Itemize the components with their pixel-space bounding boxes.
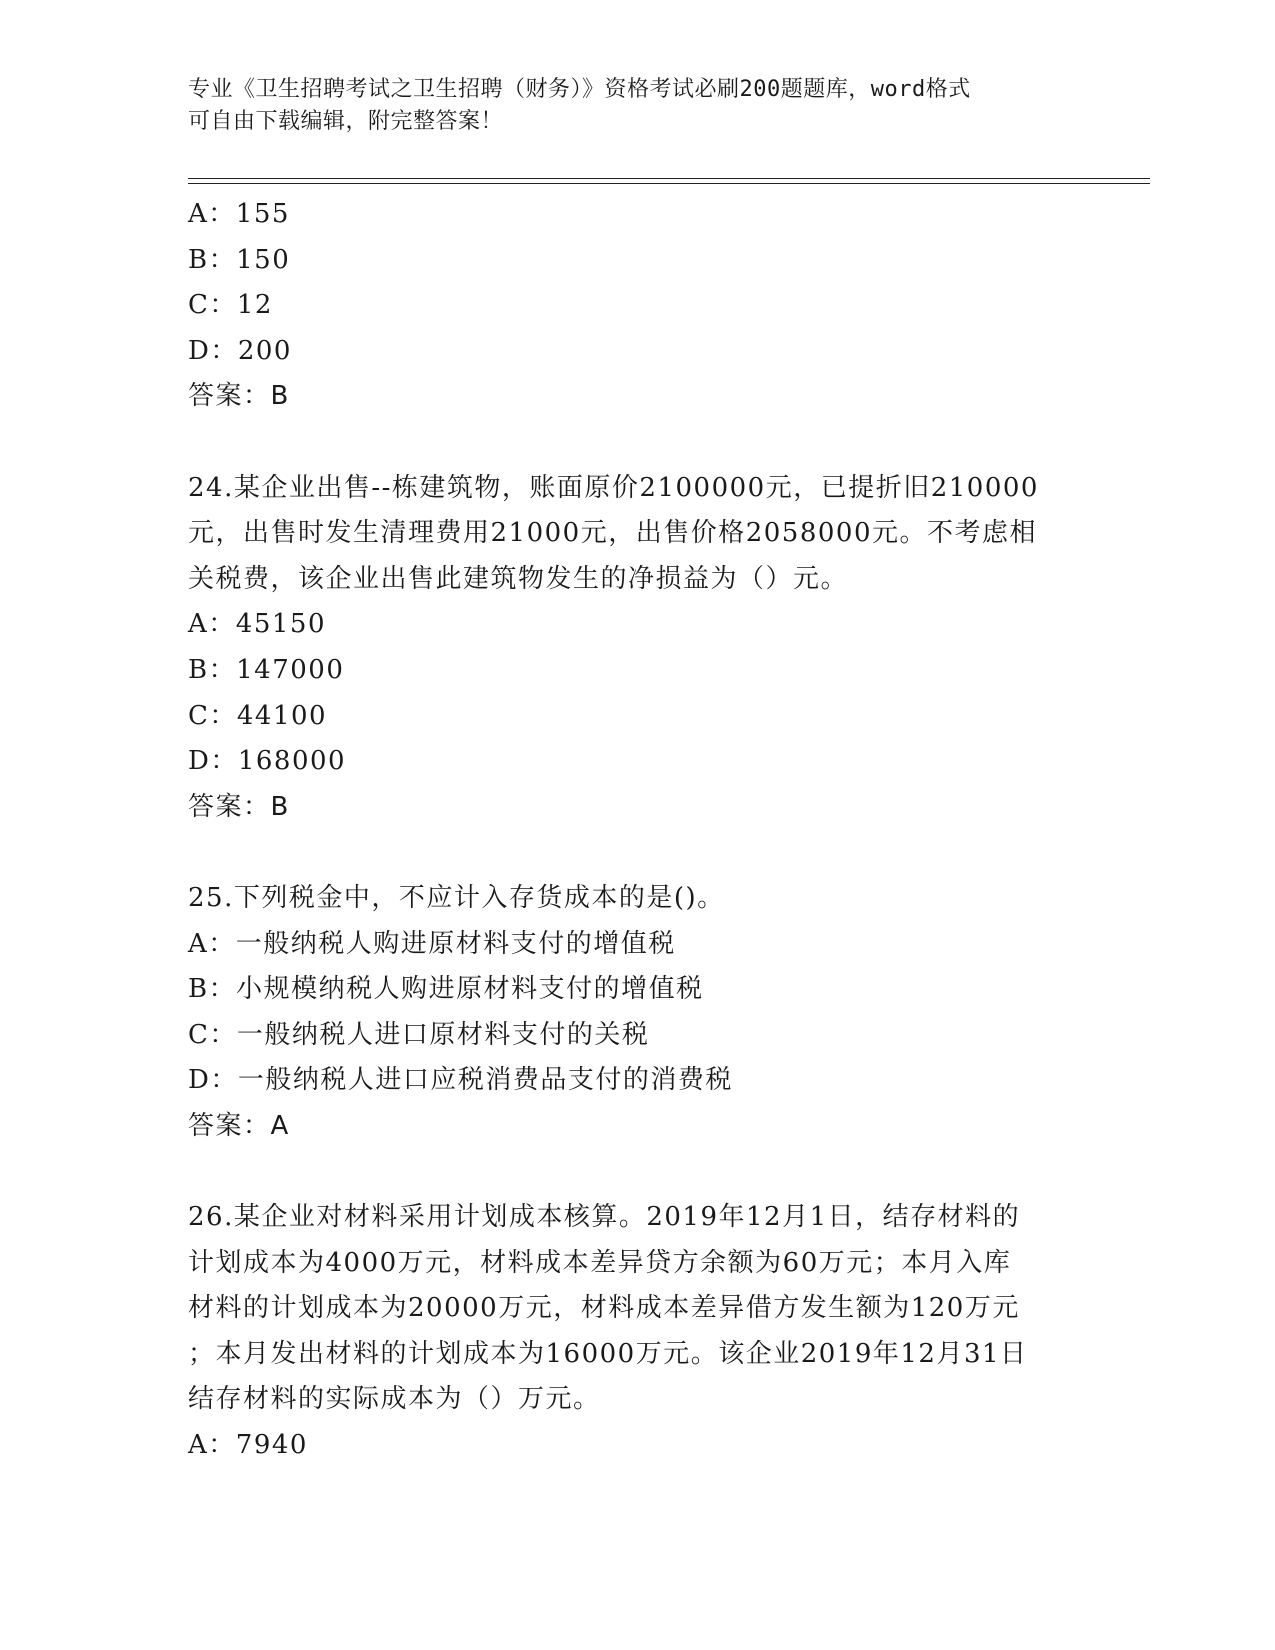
option-d: D：一般纳税人进口应税消费品支付的消费税 <box>188 1065 733 1096</box>
option-b: B：147000 <box>188 654 345 685</box>
question-stem-line: 材料的计划成本为20000万元，材料成本差异借方发生额为120万元 <box>188 1293 1020 1324</box>
question-stem-line: 24.某企业出售--栋建筑物，账面原价2100000元，已提折旧210000 <box>188 472 1039 503</box>
header-line-2: 可自由下载编辑，附完整答案！ <box>188 109 504 134</box>
question-stem-line: ；本月发出材料的计划成本为16000万元。该企业2019年12月31日 <box>188 1338 1028 1369</box>
question-stem-line: 25.下列税金中，不应计入存货成本的是()。 <box>188 882 725 913</box>
question-26 <box>188 1195 1068 1469</box>
option-b: B：小规模纳税人购进原材料支付的增值税 <box>188 974 704 1005</box>
question-list <box>188 192 1068 1469</box>
option-c: C：44100 <box>188 700 328 731</box>
question-25 <box>188 876 1068 1150</box>
option-b: B：150 <box>188 244 291 275</box>
option-a: A：155 <box>188 199 290 229</box>
header-divider-top <box>188 178 1150 179</box>
option-c: C：12 <box>188 290 273 321</box>
question-stem-line: 元，出售时发生清理费用21000元，出售价格2058000元。不考虑相 <box>188 518 1038 549</box>
answer: 答案：B <box>188 381 290 412</box>
question-24 <box>188 466 1068 831</box>
question-stem-line: 计划成本为4000万元，材料成本差异贷方余额为60万元；本月入库 <box>188 1247 1012 1278</box>
document-header <box>188 74 1088 138</box>
question-stem-line: 结存材料的实际成本为（）万元。 <box>188 1384 601 1415</box>
question-23 <box>188 192 1068 420</box>
option-c: C：一般纳税人进口原材料支付的关税 <box>188 1019 650 1050</box>
question-stem-line: 26.某企业对材料采用计划成本核算。2019年12月1日，结存材料的 <box>188 1202 1021 1233</box>
option-a: A：7940 <box>188 1430 308 1461</box>
option-a: A：45150 <box>188 609 326 640</box>
header-divider-bottom <box>188 183 1150 184</box>
option-a: A：一般纳税人购进原材料支付的增值税 <box>188 928 676 959</box>
option-d: D：168000 <box>188 746 347 777</box>
answer: 答案：A <box>188 1110 290 1141</box>
option-d: D：200 <box>188 335 292 366</box>
answer: 答案：B <box>188 791 290 822</box>
header-line-1: 专业《卫生招聘考试之卫生招聘（财务）》资格考试必刷200题题库，word格式 <box>188 77 971 102</box>
question-stem-line: 关税费，该企业出售此建筑物发生的净损益为（）元。 <box>188 563 849 594</box>
